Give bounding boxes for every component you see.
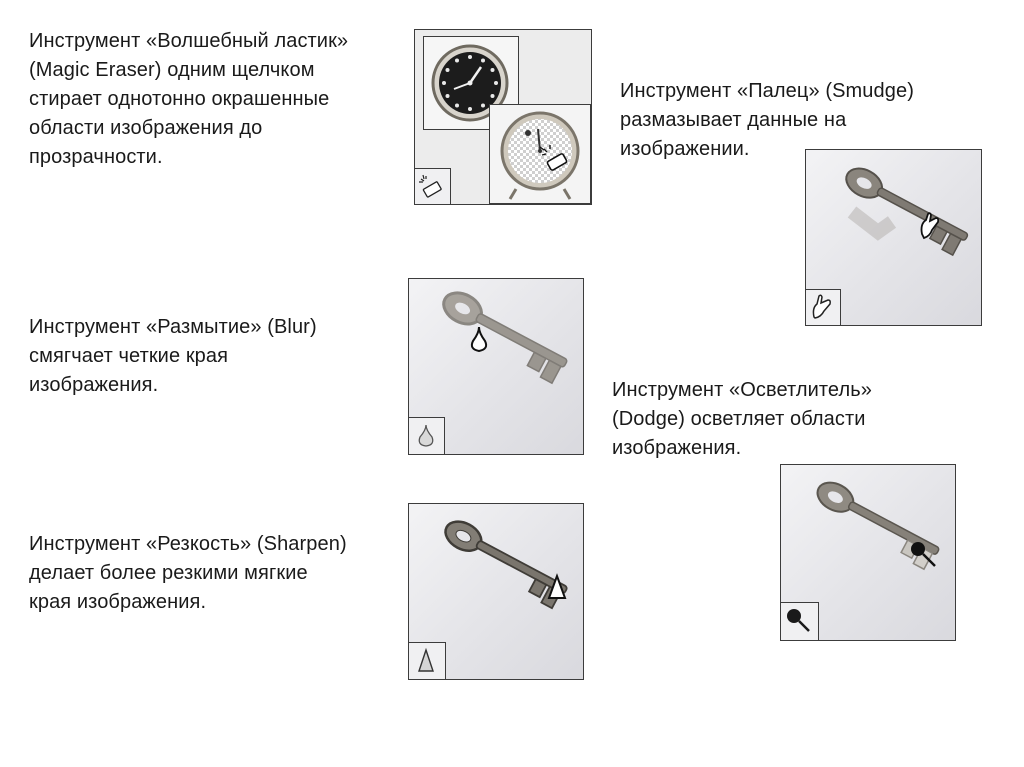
dodge-lollipop-icon [781, 603, 816, 638]
caption-line: стирает однотонно окрашенные [29, 88, 330, 110]
tool-button [409, 642, 446, 679]
caption-line: изображения. [612, 437, 742, 459]
caption-dodge [612, 376, 872, 463]
caption-line: размазывает данные на [620, 109, 847, 131]
magic-eraser-illustration [414, 29, 592, 205]
blur-cursor-icon [472, 327, 486, 351]
caption-magic-eraser [29, 27, 348, 172]
smudge-finger-icon [806, 290, 839, 323]
caption-line: Инструмент «Осветлитель» [612, 379, 872, 401]
dodge-illustration [780, 464, 956, 641]
sharpen-cone-icon [409, 643, 443, 677]
caption-blur [29, 313, 317, 400]
caption-line: Инструмент «Волшебный ластик» [29, 30, 349, 52]
caption-line: изображения. [29, 374, 159, 396]
sharpen-illustration [408, 503, 584, 680]
clock-erased-frame [489, 104, 591, 204]
tool-button [415, 168, 451, 204]
caption-line: Инструмент «Палец» (Smudge) [620, 80, 914, 102]
smudge-illustration [805, 149, 982, 326]
blur-illustration [408, 278, 584, 455]
blur-drop-icon [409, 418, 443, 452]
magic-eraser-icon [415, 169, 448, 202]
caption-line: смягчает четкие края [29, 345, 229, 367]
caption-line: Инструмент «Размытие» (Blur) [29, 316, 317, 338]
caption-line: (Magic Eraser) одним щелчком [29, 59, 315, 81]
caption-line: изображении. [620, 138, 750, 160]
tool-button [781, 602, 819, 640]
tool-button [409, 417, 445, 454]
tool-button [806, 289, 841, 325]
caption-line: Инструмент «Резкость» (Sharpen) [29, 533, 347, 555]
caption-line: делает более резкими мягкие [29, 562, 308, 584]
caption-sharpen [29, 530, 347, 617]
caption-line: (Dodge) осветляет области [612, 408, 866, 430]
caption-line: области изображения до [29, 117, 263, 139]
alarm-clock-erased-icon [490, 105, 589, 202]
caption-line: края изображения. [29, 591, 207, 613]
caption-line: прозрачности. [29, 146, 163, 168]
